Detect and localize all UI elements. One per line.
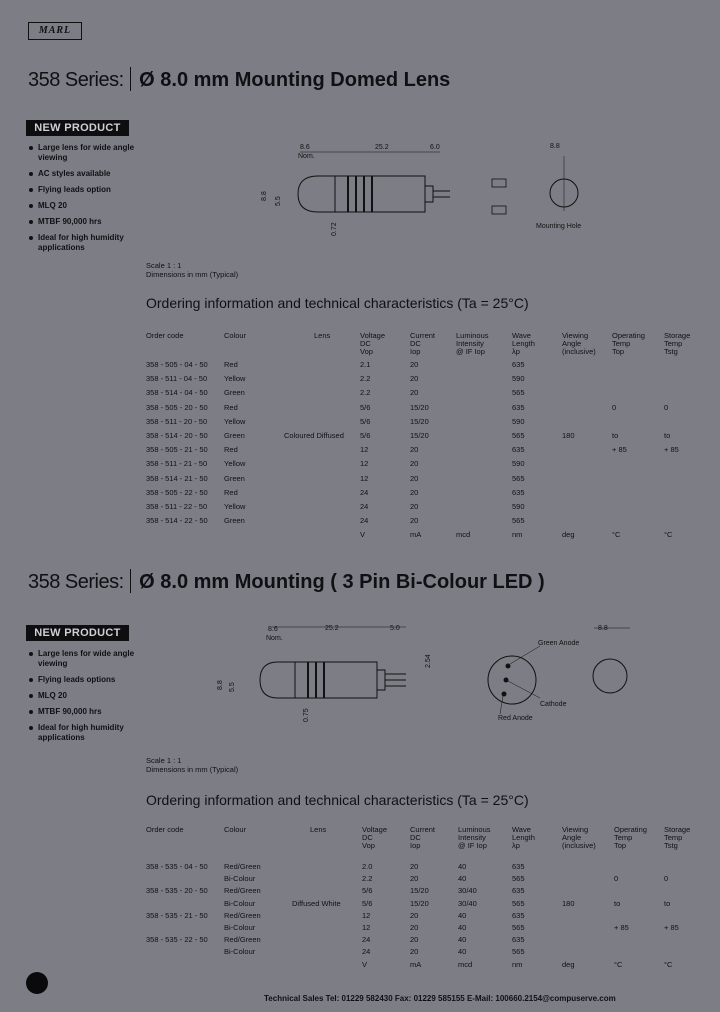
cell-order-code: 358 - 514 - 20 - 50 bbox=[146, 430, 208, 440]
cell-colour: Red bbox=[224, 360, 238, 369]
unit-cell: °C bbox=[664, 959, 673, 969]
cell-wavelength: 635 bbox=[512, 487, 525, 497]
cell-operating-temp: to bbox=[614, 898, 621, 908]
cell-colour: Green bbox=[224, 516, 245, 526]
cell-intensity: 40 bbox=[458, 935, 467, 945]
cell-intensity: 30/40 bbox=[458, 886, 477, 896]
col-intensity: Luminous Intensity @ IF Iop bbox=[458, 825, 491, 850]
cell-order-code: 358 - 535 - 21 - 50 bbox=[146, 910, 208, 920]
dim-lead-length: 5.0 bbox=[390, 625, 400, 632]
cell-wavelength: 635 bbox=[512, 360, 525, 369]
table-row bbox=[146, 415, 691, 429]
cell-colour: Bi-Colour bbox=[224, 947, 256, 957]
dimensions-text: Dimensions in mm (Typical) bbox=[146, 270, 239, 279]
cell-colour: Yellow bbox=[224, 501, 246, 511]
cell-current: 20 bbox=[410, 360, 419, 369]
bicolour-dimension-drawing bbox=[210, 618, 650, 730]
cell-current: 20 bbox=[410, 473, 419, 483]
dim-lead-length: 6.0 bbox=[430, 144, 440, 151]
cell-operating-temp: + 85 bbox=[612, 445, 627, 455]
cell-current: 20 bbox=[410, 374, 419, 384]
hole-diameter: 8.8 bbox=[550, 143, 560, 150]
cell-voltage: 5/6 bbox=[362, 886, 373, 896]
title-divider bbox=[130, 67, 132, 91]
cell-current: 15/20 bbox=[410, 430, 429, 440]
table-row bbox=[146, 933, 691, 945]
cell-voltage: 5/6 bbox=[360, 430, 371, 440]
dim-lead-spacing: 0.75 bbox=[303, 708, 310, 722]
feature-item: MTBF 90,000 hrs bbox=[28, 217, 143, 227]
cell-current: 20 bbox=[410, 874, 419, 884]
feature-list bbox=[28, 649, 143, 749]
cell-viewing-angle: 180 bbox=[562, 430, 575, 440]
cell-wavelength: 565 bbox=[512, 430, 525, 440]
cell-colour: Yellow bbox=[224, 459, 246, 469]
cell-storage-temp: to bbox=[664, 898, 671, 908]
unit-cell: nm bbox=[512, 959, 523, 969]
cell-wavelength: 590 bbox=[512, 459, 525, 469]
table-row bbox=[146, 909, 691, 921]
unit-cell: deg bbox=[562, 530, 575, 540]
cell-colour: Yellow bbox=[224, 374, 246, 384]
cell-storage-temp: 0 bbox=[664, 402, 669, 412]
table-header bbox=[146, 332, 691, 358]
table-row bbox=[146, 443, 691, 457]
cell-wavelength: 635 bbox=[512, 862, 525, 871]
col-order-code: Order code bbox=[146, 825, 184, 834]
cell-voltage: 2.0 bbox=[362, 862, 373, 871]
ordering-table bbox=[146, 332, 691, 542]
cell-wavelength: 635 bbox=[512, 886, 525, 896]
cell-intensity: 40 bbox=[458, 922, 467, 932]
cell-order-code: 358 - 514 - 21 - 50 bbox=[146, 473, 208, 483]
cell-lens: Coloured Diffused bbox=[284, 430, 344, 440]
cell-current: 20 bbox=[410, 862, 419, 871]
section1-heading bbox=[28, 67, 450, 92]
new-product-badge: NEW PRODUCT bbox=[26, 625, 129, 641]
cell-voltage: 24 bbox=[360, 487, 369, 497]
cell-order-code: 358 - 511 - 21 - 50 bbox=[146, 459, 208, 469]
col-lens: Lens bbox=[310, 825, 327, 834]
dim-body-length: 25.2 bbox=[375, 144, 389, 151]
cell-order-code: 358 - 505 - 22 - 50 bbox=[146, 487, 208, 497]
feature-item: AC styles available bbox=[28, 169, 143, 179]
cell-voltage: 12 bbox=[362, 910, 371, 920]
dim-body-length: 25.2 bbox=[325, 625, 339, 632]
table-row bbox=[146, 921, 691, 933]
cell-wavelength: 565 bbox=[512, 874, 525, 884]
feature-item: Ideal for high humidity applications bbox=[28, 233, 143, 253]
cell-voltage: 24 bbox=[362, 947, 371, 957]
cell-order-code: 358 - 514 - 22 - 50 bbox=[146, 516, 208, 526]
cell-viewing-angle: 180 bbox=[562, 898, 575, 908]
col-operating-temp: Operating Temp Top bbox=[614, 825, 647, 850]
cell-wavelength: 590 bbox=[512, 374, 525, 384]
cell-current: 20 bbox=[410, 459, 419, 469]
cell-order-code: 358 - 535 - 22 - 50 bbox=[146, 935, 208, 945]
table-row bbox=[146, 457, 691, 471]
hole-diameter: 8.8 bbox=[598, 625, 608, 632]
cell-wavelength: 635 bbox=[512, 935, 525, 945]
col-wavelength: Wave Length λp bbox=[512, 825, 535, 850]
cell-colour: Bi-Colour bbox=[224, 874, 256, 884]
cell-storage-temp: + 85 bbox=[664, 922, 679, 932]
cell-lens: Diffused White bbox=[292, 898, 341, 908]
ordering-title: Ordering information and technical characteristics (Ta = 25°C) bbox=[146, 792, 529, 808]
cell-current: 15/20 bbox=[410, 402, 429, 412]
feature-item: Flying leads options bbox=[28, 675, 143, 685]
cell-operating-temp: + 85 bbox=[614, 922, 629, 932]
cell-voltage: 12 bbox=[360, 459, 369, 469]
feature-item: MLQ 20 bbox=[28, 691, 143, 701]
cell-current: 20 bbox=[410, 501, 419, 511]
dim-lead-spacing: 0.72 bbox=[331, 222, 338, 236]
cell-operating-temp: to bbox=[612, 430, 619, 440]
cell-storage-temp: + 85 bbox=[664, 445, 679, 455]
col-viewing-angle: Viewing Angle (inclusive) bbox=[562, 825, 596, 850]
series-label: 358 Series: bbox=[28, 571, 124, 593]
cell-voltage: 24 bbox=[362, 935, 371, 945]
cell-intensity: 40 bbox=[458, 874, 467, 884]
table-row bbox=[146, 500, 691, 514]
cell-order-code: 358 - 505 - 20 - 50 bbox=[146, 402, 208, 412]
cell-colour: Red/Green bbox=[224, 910, 261, 920]
cell-order-code: 358 - 511 - 20 - 50 bbox=[146, 416, 208, 426]
units-row bbox=[146, 958, 691, 972]
table-body bbox=[146, 860, 691, 958]
unit-cell: mcd bbox=[458, 959, 473, 969]
cell-voltage: 12 bbox=[360, 473, 369, 483]
col-colour: Colour bbox=[224, 825, 247, 834]
cell-order-code: 358 - 505 - 21 - 50 bbox=[146, 445, 208, 455]
mounting-hole-label: Mounting Hole bbox=[536, 223, 582, 230]
cell-voltage: 5/6 bbox=[360, 416, 371, 426]
unit-cell: nm bbox=[512, 530, 523, 540]
table-row bbox=[146, 897, 691, 909]
table-row bbox=[146, 372, 691, 386]
cell-colour: Red bbox=[224, 402, 238, 412]
dim-lens-length: 8.6 bbox=[300, 144, 310, 151]
col-operating-temp: Operating Temp Top bbox=[612, 331, 645, 356]
cell-operating-temp: 0 bbox=[612, 402, 617, 412]
cell-voltage: 24 bbox=[360, 516, 369, 526]
col-storage-temp: Storage Temp Tstg bbox=[664, 331, 691, 356]
cell-order-code: 358 - 535 - 20 - 50 bbox=[146, 886, 208, 896]
unit-cell: °C bbox=[664, 530, 673, 540]
col-order-code: Order code bbox=[146, 331, 184, 340]
cell-wavelength: 635 bbox=[512, 910, 525, 920]
cell-order-code: 358 - 511 - 22 - 50 bbox=[146, 501, 208, 511]
feature-item: Ideal for high humidity applications bbox=[28, 723, 143, 743]
ordering-title: Ordering information and technical characteristics (Ta = 25°C) bbox=[146, 295, 529, 311]
new-product-badge: NEW PRODUCT bbox=[26, 120, 129, 136]
cell-voltage: 2.2 bbox=[360, 388, 371, 398]
cell-current: 20 bbox=[410, 388, 419, 398]
cell-wavelength: 565 bbox=[512, 388, 525, 398]
scale-note bbox=[146, 261, 238, 279]
cell-wavelength: 565 bbox=[512, 947, 525, 957]
cell-colour: Green bbox=[224, 388, 245, 398]
cell-intensity: 40 bbox=[458, 862, 467, 871]
cell-colour: Bi-Colour bbox=[224, 922, 256, 932]
unit-cell: °C bbox=[612, 530, 621, 540]
ordering-table bbox=[146, 826, 691, 972]
cell-colour: Red/Green bbox=[224, 886, 261, 896]
dim-nominal: Nom. bbox=[266, 635, 283, 642]
cell-voltage: 12 bbox=[360, 445, 369, 455]
table-body bbox=[146, 358, 691, 528]
cell-colour: Red bbox=[224, 487, 238, 497]
cell-wavelength: 565 bbox=[512, 898, 525, 908]
scale-note bbox=[146, 756, 238, 774]
table-row bbox=[146, 386, 691, 400]
footer-contact: Technical Sales Tel: 01229 582430 Fax: 01229 585155 E-Mail: 100660.2154@compuserve.com bbox=[264, 994, 616, 1003]
col-viewing-angle: Viewing Angle (inclusive) bbox=[562, 331, 596, 356]
product-title: Ø 8.0 mm Mounting ( 3 Pin Bi-Colour LED ) bbox=[139, 571, 545, 593]
unit-cell: mcd bbox=[456, 530, 471, 540]
cell-intensity: 40 bbox=[458, 947, 467, 957]
feature-item: Large lens for wide angle viewing bbox=[28, 649, 143, 669]
table-row bbox=[146, 514, 691, 528]
dim-diameter: 8.8 bbox=[217, 680, 224, 690]
feature-item: MLQ 20 bbox=[28, 201, 143, 211]
cell-current: 20 bbox=[410, 935, 419, 945]
dim-width: 5.5 bbox=[275, 196, 282, 206]
cell-wavelength: 565 bbox=[512, 516, 525, 526]
section2-heading bbox=[28, 569, 545, 594]
table-row bbox=[146, 358, 691, 372]
col-voltage: Voltage DC Vop bbox=[362, 825, 388, 850]
dimensions-text: Dimensions in mm (Typical) bbox=[146, 765, 239, 774]
led-dimension-drawing bbox=[240, 136, 620, 246]
company-logo: MARL bbox=[28, 22, 82, 40]
cell-current: 15/20 bbox=[410, 886, 429, 896]
cell-voltage: 2.2 bbox=[362, 874, 373, 884]
dim-diameter: 8.8 bbox=[261, 191, 268, 201]
units-row bbox=[146, 528, 691, 542]
product-title: Ø 8.0 mm Mounting Domed Lens bbox=[139, 69, 451, 91]
unit-cell: °C bbox=[614, 959, 623, 969]
cell-wavelength: 565 bbox=[512, 473, 525, 483]
scale-text: Scale 1 : 1 bbox=[146, 261, 182, 270]
col-lens: Lens bbox=[314, 331, 331, 340]
table-header bbox=[146, 826, 691, 860]
cell-voltage: 2.1 bbox=[360, 360, 371, 369]
unit-cell: V bbox=[360, 530, 366, 540]
feature-item: Flying leads option bbox=[28, 185, 143, 195]
cell-order-code: 358 - 505 - 04 - 50 bbox=[146, 360, 208, 369]
cell-wavelength: 590 bbox=[512, 416, 525, 426]
series-label: 358 Series: bbox=[28, 69, 124, 91]
cell-current: 20 bbox=[410, 487, 419, 497]
unit-cell: mA bbox=[410, 959, 422, 969]
cell-wavelength: 565 bbox=[512, 922, 525, 932]
cell-operating-temp: 0 bbox=[614, 874, 619, 884]
cell-current: 20 bbox=[410, 445, 419, 455]
cell-storage-temp: 0 bbox=[664, 874, 669, 884]
table-row bbox=[146, 872, 691, 884]
col-current: Current DC Iop bbox=[410, 331, 436, 356]
table-row bbox=[146, 472, 691, 486]
table-row bbox=[146, 945, 691, 957]
title-divider bbox=[130, 569, 132, 593]
table-row bbox=[146, 486, 691, 500]
table-row bbox=[146, 860, 691, 872]
cell-colour: Red/Green bbox=[224, 862, 261, 871]
dim-nominal: Nom. bbox=[298, 153, 315, 160]
cell-colour: Red bbox=[224, 445, 238, 455]
cell-intensity: 30/40 bbox=[458, 898, 477, 908]
col-wavelength: Wave Length λp bbox=[512, 331, 535, 356]
cell-current: 20 bbox=[410, 922, 419, 932]
cell-current: 20 bbox=[410, 516, 419, 526]
feature-item: Large lens for wide angle viewing bbox=[28, 143, 143, 163]
unit-cell: V bbox=[362, 959, 368, 969]
cathode-label: Cathode bbox=[540, 701, 567, 708]
feature-list bbox=[28, 143, 143, 259]
cell-voltage: 5/6 bbox=[362, 898, 373, 908]
cell-voltage: 5/6 bbox=[360, 402, 371, 412]
cell-colour: Bi-Colour bbox=[224, 898, 256, 908]
cell-colour: Yellow bbox=[224, 416, 246, 426]
col-colour: Colour bbox=[224, 331, 247, 340]
page-marker-dot bbox=[26, 972, 48, 994]
cell-wavelength: 590 bbox=[512, 501, 525, 511]
cell-intensity: 40 bbox=[458, 910, 467, 920]
cell-colour: Green bbox=[224, 430, 245, 440]
cell-wavelength: 635 bbox=[512, 402, 525, 412]
cell-colour: Green bbox=[224, 473, 245, 483]
dim-pin-pitch: 2.54 bbox=[425, 654, 432, 668]
col-current: Current DC Iop bbox=[410, 825, 436, 850]
table-row bbox=[146, 429, 691, 443]
col-voltage: Voltage DC Vop bbox=[360, 331, 386, 356]
table-row bbox=[146, 884, 691, 896]
scale-text: Scale 1 : 1 bbox=[146, 756, 182, 765]
unit-cell: deg bbox=[562, 959, 575, 969]
col-storage-temp: Storage Temp Tstg bbox=[664, 825, 691, 850]
cell-current: 20 bbox=[410, 910, 419, 920]
cell-order-code: 358 - 514 - 04 - 50 bbox=[146, 388, 208, 398]
table-row bbox=[146, 401, 691, 415]
dim-lens-length: 8.6 bbox=[268, 626, 278, 633]
cell-current: 15/20 bbox=[410, 898, 429, 908]
cell-current: 20 bbox=[410, 947, 419, 957]
cell-wavelength: 635 bbox=[512, 445, 525, 455]
feature-item: MTBF 90,000 hrs bbox=[28, 707, 143, 717]
col-intensity: Luminous Intensity @ IF Iop bbox=[456, 331, 489, 356]
red-anode-label: Red Anode bbox=[498, 715, 533, 722]
cell-colour: Red/Green bbox=[224, 935, 261, 945]
unit-cell: mA bbox=[410, 530, 422, 540]
green-anode-label: Green Anode bbox=[538, 640, 580, 647]
cell-order-code: 358 - 511 - 04 - 50 bbox=[146, 374, 208, 384]
cell-storage-temp: to bbox=[664, 430, 671, 440]
cell-voltage: 12 bbox=[362, 922, 371, 932]
cell-current: 15/20 bbox=[410, 416, 429, 426]
cell-order-code: 358 - 535 - 04 - 50 bbox=[146, 862, 208, 871]
dim-width: 5.5 bbox=[229, 682, 236, 692]
cell-voltage: 24 bbox=[360, 501, 369, 511]
cell-voltage: 2.2 bbox=[360, 374, 371, 384]
